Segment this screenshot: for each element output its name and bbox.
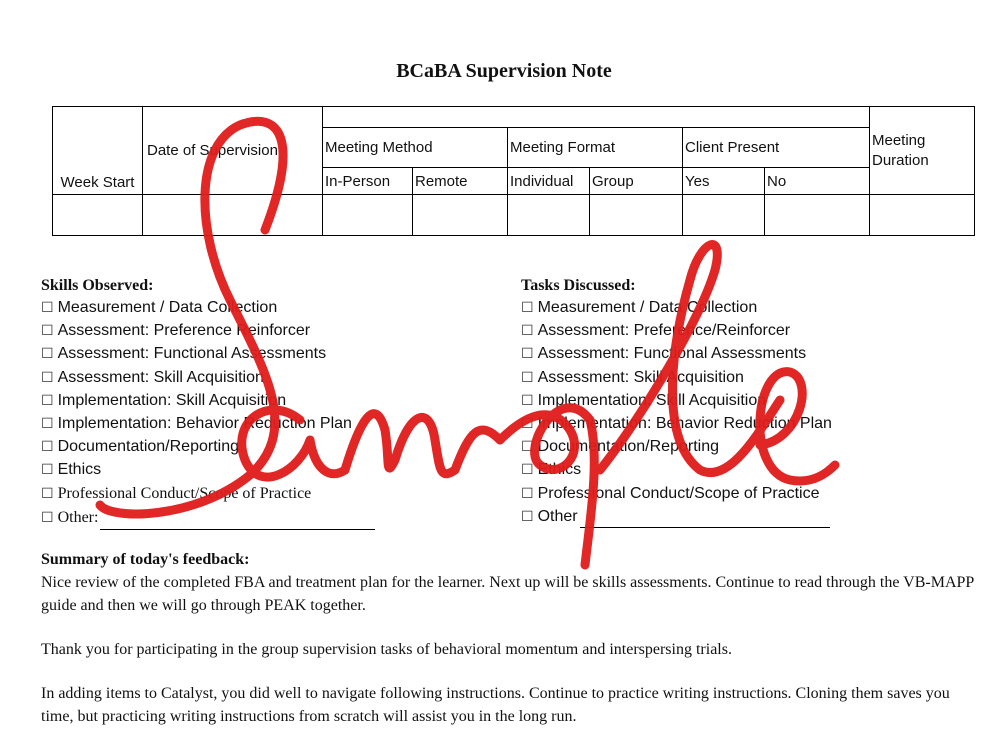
tasks-item-implementation-skill[interactable]: ☐ Implementation: Skill Acquisition bbox=[521, 391, 767, 409]
tasks-item-assessment-functional[interactable]: ☐ Assessment: Functional Assessments bbox=[521, 345, 807, 363]
remote-cell[interactable] bbox=[413, 195, 508, 236]
checkbox-icon[interactable]: ☐ bbox=[41, 322, 54, 339]
checkbox-icon[interactable]: ☐ bbox=[41, 391, 54, 408]
checkbox-icon[interactable]: ☐ bbox=[41, 438, 54, 455]
skills-item-assessment-skill[interactable]: ☐ Assessment: Skill Acquisition bbox=[41, 368, 264, 386]
skills-observed-section bbox=[41, 276, 501, 530]
skills-item-measurement[interactable]: ☐ Measurement / Data Collection bbox=[41, 299, 278, 316]
supervision-table bbox=[52, 106, 975, 236]
yes-header: Yes bbox=[683, 168, 765, 195]
tasks-item-assessment-skill[interactable]: ☐ Assessment: Skill Acquisition bbox=[521, 368, 744, 386]
skills-item-assessment-preference[interactable]: ☐ Assessment: Preference Reinforcer bbox=[41, 322, 311, 340]
skills-item-professional-conduct[interactable]: ☐ Professional Conduct/Scope of Practice bbox=[41, 484, 312, 502]
checklists bbox=[0, 276, 1008, 536]
document-title: BCaBA Supervision Note bbox=[396, 60, 612, 82]
summary-paragraph-2: Thank you for participating in the group supervision tasks of behavioral momentum and interspersing trials. bbox=[41, 641, 732, 658]
tasks-item-assessment-preference[interactable]: ☐ Assessment: Preference/Reinforcer bbox=[521, 322, 791, 340]
summary-paragraph-3: In adding items to Catalyst, you did well to navigate following instructions. Continue to practice writing instructions. Cloning them saves you time, but practicing writing instructions from scratch will assist you in the long run. bbox=[41, 685, 950, 725]
feedback-summary bbox=[41, 548, 976, 749]
tasks-list bbox=[521, 296, 981, 528]
skills-other-input-line[interactable] bbox=[100, 513, 375, 530]
client-present-header: Client Present bbox=[683, 128, 870, 168]
checkbox-icon[interactable]: ☐ bbox=[521, 438, 534, 455]
remote-header: Remote bbox=[413, 168, 508, 195]
meeting-format-header: Meeting Format bbox=[508, 128, 683, 168]
skills-item-documentation[interactable]: ☐ Documentation/Reporting bbox=[41, 438, 239, 456]
skills-item-implementation-behavior[interactable]: ☐ Implementation: Behavior Reduction Plan bbox=[41, 415, 352, 433]
summary-paragraph-1: Nice review of the completed FBA and treatment plan for the learner. Next up will be skills assessments. Continue to read through the VB-MAPP guide and then we will go through PEAK together. bbox=[41, 574, 974, 614]
date-of-supervision-header: Date of Supervision bbox=[143, 107, 323, 195]
no-cell[interactable] bbox=[765, 195, 870, 236]
skills-observed-heading: Skills Observed: bbox=[41, 277, 154, 294]
checkbox-icon[interactable]: ☐ bbox=[521, 322, 534, 339]
tasks-discussed-heading: Tasks Discussed: bbox=[521, 277, 636, 294]
skills-item-ethics[interactable]: ☐ Ethics bbox=[41, 461, 102, 479]
skills-item-implementation-skill[interactable]: ☐ Implementation: Skill Acquisition bbox=[41, 391, 287, 409]
checkbox-icon[interactable]: ☐ bbox=[41, 345, 54, 362]
individual-header: Individual bbox=[508, 168, 590, 195]
no-header: No bbox=[765, 168, 870, 195]
group-header: Group bbox=[590, 168, 683, 195]
date-of-supervision-cell[interactable] bbox=[143, 195, 323, 236]
in-person-header: In-Person bbox=[323, 168, 413, 195]
tasks-item-documentation[interactable]: ☐ Documentation/Reporting bbox=[521, 438, 719, 456]
yes-cell[interactable] bbox=[683, 195, 765, 236]
checkbox-icon[interactable]: ☐ bbox=[521, 415, 534, 432]
tasks-discussed-section bbox=[521, 276, 981, 528]
checkbox-icon[interactable]: ☐ bbox=[521, 461, 534, 478]
individual-cell[interactable] bbox=[508, 195, 590, 236]
week-start-header: Week Start bbox=[53, 107, 143, 195]
checkbox-icon[interactable]: ☐ bbox=[521, 484, 534, 501]
meeting-duration-cell[interactable] bbox=[870, 195, 975, 236]
checkbox-icon[interactable]: ☐ bbox=[41, 299, 54, 315]
checkbox-icon[interactable]: ☐ bbox=[41, 415, 54, 432]
checkbox-icon[interactable]: ☐ bbox=[521, 345, 534, 362]
skills-list bbox=[41, 296, 501, 530]
meeting-method-header: Meeting Method bbox=[323, 128, 508, 168]
checkbox-icon[interactable]: ☐ bbox=[521, 368, 534, 385]
tasks-item-ethics[interactable]: ☐ Ethics bbox=[521, 461, 582, 479]
group-cell[interactable] bbox=[590, 195, 683, 236]
in-person-cell[interactable] bbox=[323, 195, 413, 236]
tasks-item-other[interactable]: ☐ Other bbox=[521, 505, 981, 528]
checkbox-icon[interactable]: ☐ bbox=[41, 368, 54, 385]
checkbox-icon[interactable]: ☐ bbox=[521, 507, 534, 524]
tasks-item-implementation-behavior[interactable]: ☐ Implementation: Behavior Reduction Plan bbox=[521, 415, 832, 433]
skills-item-other[interactable]: ☐ Other: bbox=[41, 506, 501, 530]
checkbox-icon[interactable]: ☐ bbox=[41, 461, 54, 478]
tasks-other-input-line[interactable] bbox=[580, 511, 830, 528]
summary-heading: Summary of today's feedback: bbox=[41, 551, 250, 568]
checkbox-icon[interactable]: ☐ bbox=[41, 510, 54, 526]
header-spacer bbox=[323, 107, 870, 128]
checkbox-icon[interactable]: ☐ bbox=[521, 391, 534, 408]
week-start-cell[interactable] bbox=[53, 195, 143, 236]
tasks-item-measurement[interactable]: ☐ Measurement / Data Collection bbox=[521, 299, 758, 316]
tasks-item-professional-conduct[interactable]: ☐ Professional Conduct/Scope of Practice bbox=[521, 484, 820, 502]
checkbox-icon[interactable]: ☐ bbox=[521, 299, 534, 315]
checkbox-icon[interactable]: ☐ bbox=[41, 486, 54, 502]
meeting-duration-header: Meeting Duration bbox=[870, 107, 975, 195]
skills-item-assessment-functional[interactable]: ☐ Assessment: Functional Assessments bbox=[41, 345, 327, 363]
